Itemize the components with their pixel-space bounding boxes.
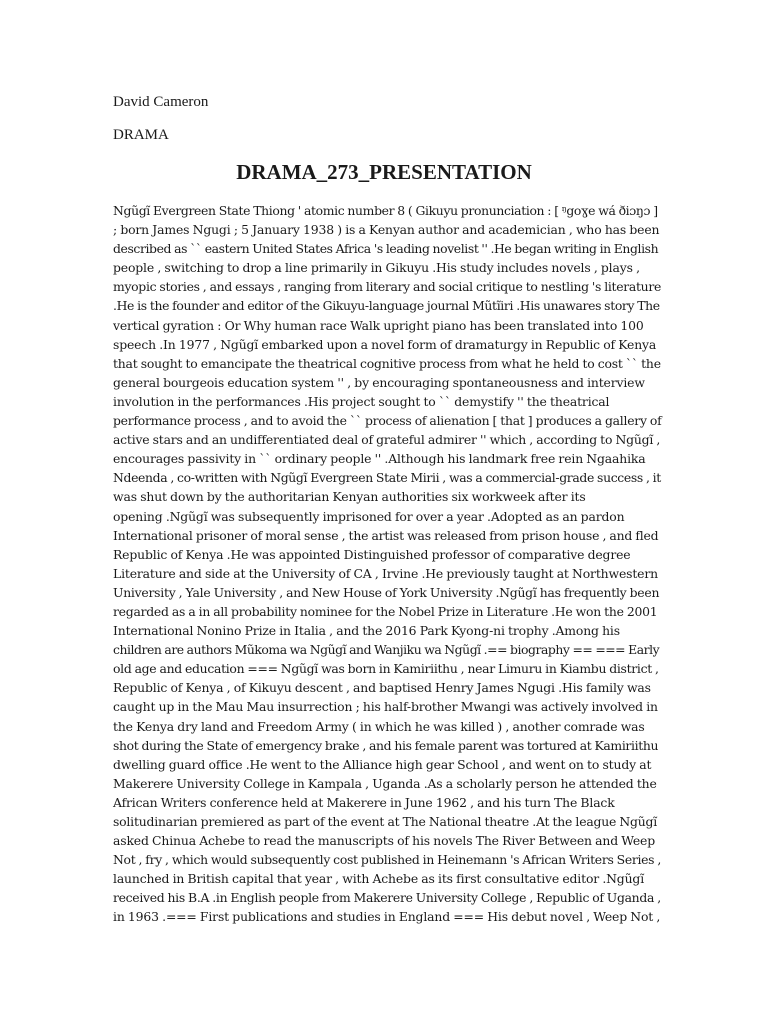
subject-label: DRAMA xyxy=(113,127,169,143)
body-line: opening .Ngũgĩ was subsequently imprisoned for over a year .Adopted as an pardon xyxy=(113,508,625,524)
body-line: International Nonino Prize in Italia , and the 2016 Park Kyong-ni trophy .Among his xyxy=(113,623,620,639)
body-line: Ngũgĩ Evergreen State Thiong ' atomic number 8 ( Gikuyu pronunciation : [ ᵑgoɣe wá ðiɔŋɔ ] xyxy=(113,203,658,218)
body-line: solitudinarian premiered as part of the event at The National theatre .At the league Ngũgĩ xyxy=(113,814,658,829)
body-line: Republic of Kenya .He was appointed Distinguished professor of comparative degree xyxy=(113,546,631,562)
body-line: caught up in the Mau Mau insurrection ; his half-brother Mwangi was actively involved in xyxy=(113,699,658,715)
body-line: International prisoner of moral sense , the artist was released from prison house , and fled xyxy=(113,527,659,543)
body-line: general bourgeois education system '' , by encouraging spontaneousness and interview xyxy=(113,374,645,390)
body-line: Not , fry , which would subsequently cost published in Heinemann 's African Writers Series , xyxy=(113,852,662,868)
body-line: .He is the founder and editor of the Gikuyu-language journal Mũtĩiri .His unawares story The xyxy=(113,298,660,314)
body-line: the Kenya dry land and Freedom Army ( in which he was killed ) , another comrade was xyxy=(113,718,645,734)
body-line: children are authors Mũkoma wa Ngũgĩ and Wanjiku wa Ngũgĩ .== biography == === Early xyxy=(113,642,660,658)
body-line: Makerere University College in Kampala , Uganda .As a scholarly person he attended the xyxy=(113,775,657,791)
document-title: DRAMA_273_PRESENTATION xyxy=(236,160,532,184)
body-line: active stars and an undifferentiated deal of grateful admirer '' which , according to Ngũgĩ , xyxy=(113,432,661,448)
body-line: involution in the performances .His project sought to `` demystify '' the theatrical xyxy=(113,393,610,409)
body-line: dwelling guard office .He went to the Alliance high gear School , and went on to study at xyxy=(113,756,652,772)
body-line: received his B.A .in English people from Makerere University College , Republic of Uganda , xyxy=(113,890,661,906)
body-line: asked Chinua Achebe to read the manuscripts of his novels The River Between and Weep xyxy=(113,833,656,849)
body-line: University , Yale University , and New House of York University .Ngũgĩ has frequently been xyxy=(113,584,660,600)
body-line: African Writers conference held at Makerere in June 1962 , and his turn The Black xyxy=(113,794,615,810)
body-line: myopic stories , and essays , ranging from literary and social critique to nestling 's literature xyxy=(113,279,661,295)
body-line: speech .In 1977 , Ngũgĩ embarked upon a novel form of dramaturgy in Republic of Kenya xyxy=(113,336,657,352)
body-line: described as `` eastern United States Africa 's leading novelist '' .He began writing in English xyxy=(113,241,659,257)
body-line: shot during the State of emergency brake , and his female parent was tortured at Kamiriithu xyxy=(113,737,659,753)
body-line: performance process , and to avoid the `` process of alienation [ that ] produces a gallery of xyxy=(113,413,662,429)
body-line: regarded as a in all probability nominee for the Nobel Prize in Literature .He won the 2001 xyxy=(113,603,658,619)
body-line: Ndeenda , co-written with Ngũgĩ Evergreen State Mirii , was a commercial-grade success , it xyxy=(113,470,661,486)
body-line: ; born James Ngugi ; 5 January 1938 ) is a Kenyan author and academician , who has been xyxy=(113,222,660,238)
author-name: David Cameron xyxy=(113,94,209,110)
body-line: that sought to emancipate the theatrical cognitive process from what he held to cost `` the xyxy=(113,355,661,371)
body-line: was shut down by the authoritarian Kenyan authorities six workweek after its xyxy=(113,489,586,505)
body-line: in 1963 .=== First publications and studies in England === His debut novel , Weep Not , xyxy=(113,909,661,925)
body-line: encourages passivity in `` ordinary people '' .Although his landmark free rein Ngaahika xyxy=(113,451,646,467)
body-line: people , switching to drop a line primarily in Gikuyu .His study includes novels , plays , xyxy=(113,260,640,276)
body-line: Republic of Kenya , of Kikuyu descent , and baptised Henry James Ngugi .His family was xyxy=(113,680,651,696)
body-line: launched in British capital that year , with Achebe as its first consultative editor .Ngũgĩ xyxy=(113,871,645,887)
body-line: Literature and side at the University of CA , Irvine .He previously taught at Northwestern xyxy=(113,565,658,581)
body-line: old age and education === Ngũgĩ was born in Kamiriithu , near Limuru in Kiambu district , xyxy=(113,661,659,677)
body-line: vertical gyration : Or Why human race Walk upright piano has been translated into 100 xyxy=(113,317,644,333)
body-paragraph xyxy=(113,201,661,927)
